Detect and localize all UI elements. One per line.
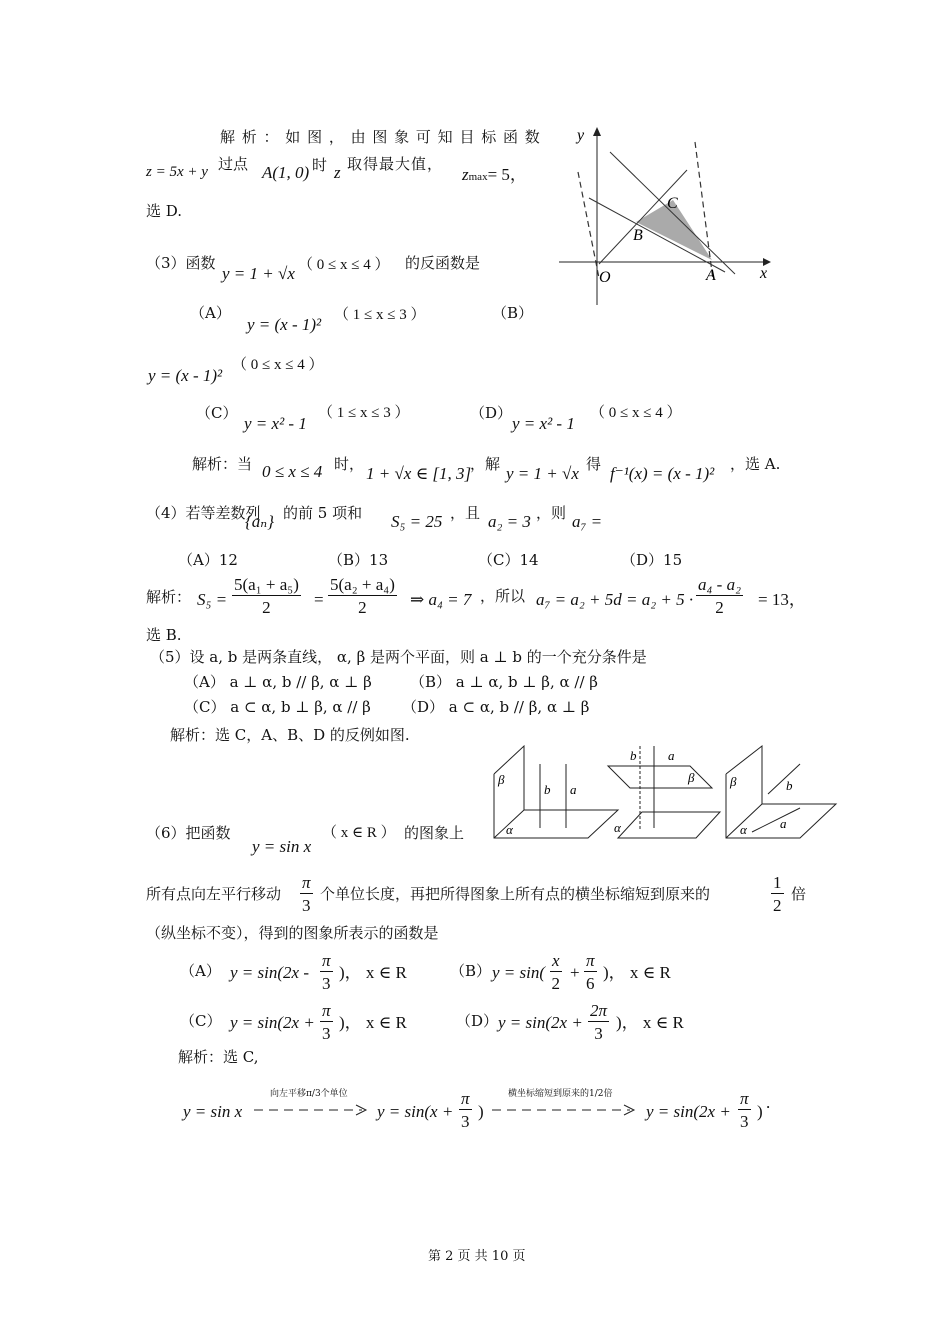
q4-frac1: $\frac{\text{5(a₁ + a₅)}}{2}$ [234,575,299,617]
q6-optB-frac2: $\frac{\pi}{6}$ [586,951,595,993]
q5-analysis: 解析：选 C，A、B、D 的反例如图. [170,726,410,744]
q6-optD-pre: y = sin(2x + [498,1013,583,1032]
q6-func: y = sin x [252,837,312,856]
q6-optC-frac: $\frac{\pi}{3}$ [322,1001,331,1043]
q3-ana-eq: y = 1 + √x [506,464,579,483]
q3-optB-label: （B） [492,304,534,322]
q4-seq: {aₙ} [245,512,274,531]
q3-ana5: ，选 A. [730,455,781,473]
q3-stem-prefix: （3）函数 [146,254,216,272]
q6-optD-frac: $\frac{2\pi}{3}$ [590,1001,608,1043]
chain-y3-close: ) [757,1102,763,1121]
q3-ana2: 时， [334,455,365,473]
q6-frac-pi3: $\frac{\pi}{3}$ [302,873,311,915]
fig2-beta: β [688,770,695,785]
q3-optB-func: y = (x - 1)² [148,366,223,385]
q6-analysis: 解析：选 C, [178,1048,259,1066]
q4-optB: （B）13 [328,551,389,569]
q4-a2: a₂ = 3 [488,512,531,531]
q6-optB-label: （B） [450,962,492,980]
chain-y2: y = sin(x + [377,1102,454,1121]
q4-ana-label: 解析： [146,588,192,606]
q2-zmax: zmax= 5， [462,165,527,184]
fig3-a: a [780,816,787,831]
q2-passes: 过点 [218,155,249,173]
q6-line3: （纵坐标不变），得到的图象所表示的函数是 [146,924,439,942]
q5-counterexample-figures [490,742,840,842]
q4-s5: S₅ = 25 [391,512,443,531]
q4-result: = 13， [758,590,806,609]
fig3-beta: β [730,774,737,789]
graph-y-label: y [577,127,585,144]
y-axis-arrow [593,127,601,136]
q2-when: 时 [312,156,328,174]
q6-optA-label: （A） [180,962,221,980]
q5-optC: （C） a ⊂ α, b ⊥ β, α // β [184,698,371,716]
q2-max-text: 取得最大值， [347,155,444,173]
q2-objective: z = 5x + y [146,164,208,180]
q4-eq: = [314,590,324,609]
line-CA [610,152,735,274]
q4-choose: 选 B. [146,626,182,644]
q3-optC-label: （C） [196,404,238,422]
q6-stem2: 的图象上 [404,824,465,842]
q3-optC-domain: （ 1 ≤ x ≤ 3 ） [318,405,410,421]
chain-y3: y = sin(2x + [646,1102,731,1121]
chain-arrow2 [490,1103,640,1117]
q4-ana-s5: S₅ = [197,590,228,609]
q3-optD-func: y = x² - 1 [512,414,575,433]
q2-choose: 选 D. [146,202,183,220]
q4-so: ，所以 [480,587,526,605]
q6-optB-post: )， x ∈ R [603,963,671,982]
fig2-b: b [630,748,637,763]
q3-optA-label: （A） [190,304,231,322]
chain-arrow2-text: 横坐标缩短到原来的1/2倍 [508,1089,613,1099]
q3-optA-domain: （ 1 ≤ x ≤ 3 ） [334,307,426,323]
q6-line2b: 个单位长度，再把所得图象上所有点的横坐标缩短到原来的 [320,885,711,903]
q3-ana4: 得 [586,455,602,473]
q3-stem-suffix: 的反函数是 [405,254,481,272]
q4-optD: （D）15 [621,551,683,569]
fig1-beta: β [498,772,505,787]
graph-point-C: C [667,195,678,212]
q3-optC-func: y = x² - 1 [244,414,307,433]
page-footer: 第 2 页 共 10 页 [428,1249,526,1264]
q3-optD-domain: （ 0 ≤ x ≤ 4 ） [590,405,682,421]
q6-optA-pre: y = sin(2x - [230,963,309,982]
chain-y3-frac: $\frac{\pi}{3}$ [740,1089,749,1131]
chain-y2-close: ) [478,1102,484,1121]
q6-frac-half: $\frac{1}{2}$ [773,873,782,915]
fig1-b: b [544,782,551,797]
graph-point-B: B [633,227,643,244]
q6-stem1: （6）把函数 [146,824,231,842]
q3-ana-cond: 0 ≤ x ≤ 4 [262,462,323,481]
q6-domain: （ x ∈ R ） [322,825,396,841]
q6-optB-pre: y = sin( [492,963,546,982]
q4-stem1: （4）若等差数列 [146,504,261,522]
q6-line2a: 所有点向左平行移动 [146,885,282,903]
q4-stem2: 的前 5 项和 [283,504,363,522]
dashed-line-right [695,142,713,280]
fig3-b: b [786,778,793,793]
q4-a7-expr: a₇ = a₂ + 5d = a₂ + 5 · [536,590,694,609]
graph-origin-label: O [599,269,611,286]
q3-optD-label: （D） [470,404,513,422]
q3-optA-func: y = (x - 1)² [247,315,322,334]
q6-optB-frac1: $\frac{x}{2}$ [551,951,561,993]
q4-frac2: $\frac{\text{5(a₂ + a₄)}}{2}$ [330,575,395,617]
q6-optB-plus: + [570,963,580,982]
q6-optC-pre: y = sin(2x + [230,1013,315,1032]
q5-optD: （D） a ⊂ α, b // β, α ⊥ β [402,698,590,716]
q3-domain: （ 0 ≤ x ≤ 4 ） [298,257,390,273]
q6-optD-post: )， x ∈ R [616,1013,684,1032]
q4-stem3: ，且 [450,504,481,522]
chain-arrow1-text: 向左平移π/3个单位 [270,1089,348,1099]
line-BA [589,198,725,272]
fig1-alpha: α [506,822,513,837]
q5-optB: （B） a ⊥ α, b ⊥ β, α // β [410,673,598,691]
fig3-alpha: α [740,822,747,837]
q5-optA: （A） a ⊥ α, b // β, α ⊥ β [184,673,372,691]
chain-end-dot: . [766,1093,771,1112]
chain-y1: y = sin x [183,1102,243,1121]
chain-arrow1 [252,1103,372,1117]
graph-point-A: A [706,267,716,284]
fig1-a: a [570,782,577,797]
graph-x-label: x [760,265,768,282]
feasible-region-graph [555,120,790,310]
q3-ana-inv: f⁻¹(x) = (x - 1)² [610,464,715,483]
q4-frac3: $\frac{\text{a₄ - a₂}}{2}$ [698,575,741,617]
q4-optC: （C）14 [478,551,539,569]
q2-analysis-line1: 解 析 ： 如 图 ， 由 图 象 可 知 目 标 函 数 [220,128,541,146]
q4-a7: a₇ = [572,512,603,531]
q6-line2c: 倍 [791,885,807,903]
q3-optB-domain: （ 0 ≤ x ≤ 4 ） [232,357,324,373]
q5-stem: （5）设 a, b 是两条直线， α, β 是两个平面，则 a ⊥ b 的一个充分条件是 [150,648,647,666]
q3-ana1: 解析：当 [192,455,253,473]
q6-optA-frac: $\frac{\pi}{3}$ [322,951,331,993]
q4-stem4: ，则 [536,504,567,522]
q3-ana3: ，解 [470,455,501,473]
q6-optD-label: （D） [456,1012,499,1030]
q3-func: y = 1 + √x [222,264,295,283]
q2-point: A(1, 0) [262,163,310,182]
q4-implies: ⇒ a₄ = 7 [410,590,472,609]
fig2-alpha: α [614,820,621,835]
q2-z: z [334,163,341,182]
fig2 [608,746,720,838]
fig2-a: a [668,748,675,763]
q4-optA: （A）12 [178,551,238,569]
q6-optA-post: )， x ∈ R [339,963,407,982]
q6-optC-post: )， x ∈ R [339,1013,407,1032]
chain-y2-frac: $\frac{\pi}{3}$ [461,1089,470,1131]
q6-optC-label: （C） [180,1012,222,1030]
q3-ana-range: 1 + √x ∈ [1, 3] [366,464,472,483]
